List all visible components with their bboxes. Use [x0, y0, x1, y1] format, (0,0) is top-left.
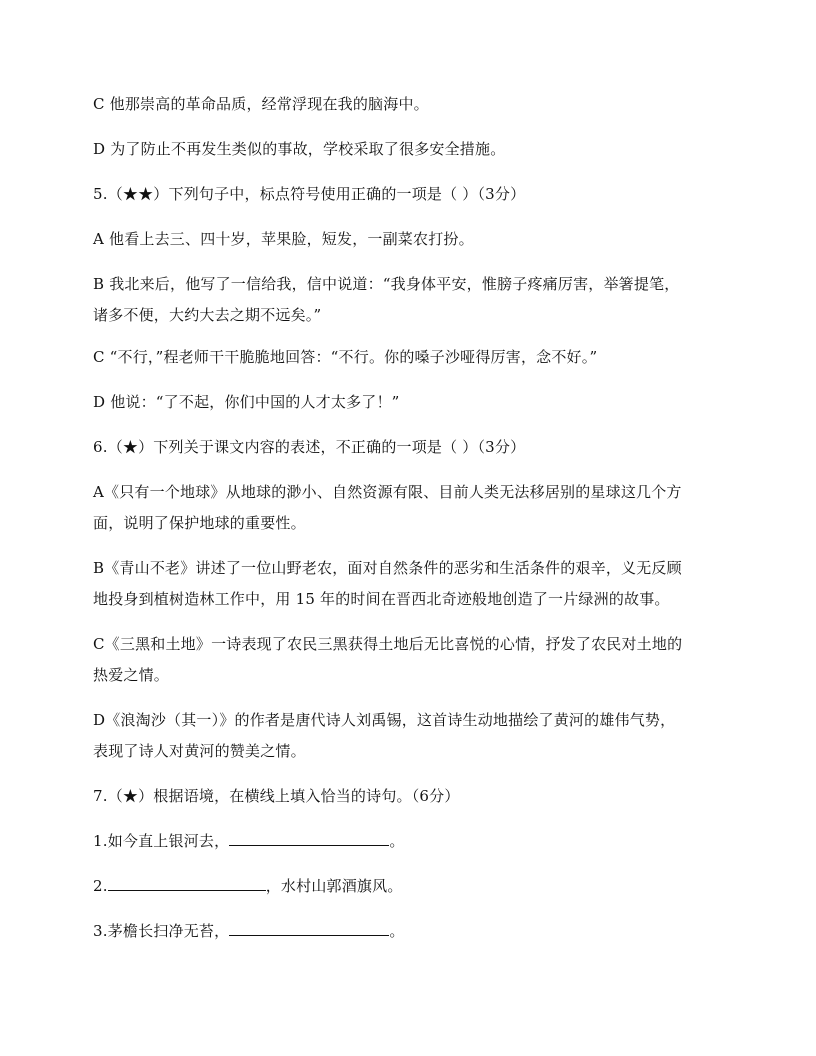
fill-item-1-prefix: 1.如今直上银河去， — [93, 832, 230, 850]
fill-item-3-prefix: 3.茅檐长扫净无苔， — [93, 922, 230, 940]
option-b-q6-line1: B《青山不老》讲述了一位山野老农，面对自然条件的恶劣和生活条件的艰辛，义无反顾 — [93, 559, 682, 577]
fill-item-1-suffix: 。 — [389, 832, 405, 850]
option-b-q5-line2: 诸多不便，大约大去之期不远矣。” — [93, 306, 322, 324]
option-d-q6-line2: 表现了诗人对黄河的赞美之情。 — [93, 742, 306, 760]
option-b-q5-line1: B 我北来后，他写了一信给我，信中说道：“我身体平安，惟膀子疼痛厉害，举箸提笔， — [93, 275, 680, 293]
fill-item-3-suffix: 。 — [389, 922, 405, 940]
option-c-q6-line1: C《三黑和土地》一诗表现了农民三黑获得土地后无比喜悦的心情，抒发了农民对土地的 — [93, 635, 683, 653]
fill-blank-2[interactable] — [108, 876, 266, 891]
option-a-q6-line1: A《只有一个地球》从地球的渺小、自然资源有限、目前人类无法移居别的星球这几个方 — [93, 483, 682, 501]
fill-item-2-suffix: ，水村山郭酒旗风。 — [265, 877, 403, 895]
question-5-stem: 5.（★★）下列句子中，标点符号使用正确的一项是（ ）（3分） — [93, 185, 526, 203]
option-b-q6-line2: 地投身到植树造林工作中，用 15 年的时间在晋西北奇迹般地创造了一片绿洲的故事。 — [93, 590, 670, 608]
fill-item-3 — [93, 921, 405, 941]
fill-item-2-prefix: 2. — [93, 877, 108, 895]
option-a-q6-line2: 面，说明了保护地球的重要性。 — [93, 514, 306, 532]
option-d-q4: D 为了防止不再发生类似的事故，学校采取了很多安全措施。 — [93, 140, 506, 158]
question-7-stem: 7.（★）根据语境，在横线上填入恰当的诗句。（6分） — [93, 787, 460, 805]
option-a-q5: A 他看上去三、四十岁，苹果脸，短发，一副菜农打扮。 — [93, 230, 474, 248]
option-d-q5: D 他说：“了不起，你们中国的人才太多了！” — [93, 393, 400, 411]
option-d-q6-line1: D《浪淘沙（其一）》的作者是唐代诗人刘禹锡，这首诗生动地描绘了黄河的雄伟气势， — [93, 711, 676, 729]
question-6-stem: 6.（★）下列关于课文内容的表述，不正确的一项是（ ）（3分） — [93, 438, 526, 456]
fill-blank-1[interactable] — [229, 831, 389, 846]
fill-item-2 — [93, 876, 403, 896]
option-c-q6-line2: 热爱之情。 — [93, 666, 170, 684]
option-c-q4: C 他那崇高的革命品质，经常浮现在我的脑海中。 — [93, 95, 429, 113]
option-c-q5: C “不行，”程老师干干脆脆地回答：“不行。你的嗓子沙哑得厉害，念不好。” — [93, 348, 598, 366]
fill-blank-3[interactable] — [229, 921, 389, 936]
fill-item-1 — [93, 831, 405, 851]
